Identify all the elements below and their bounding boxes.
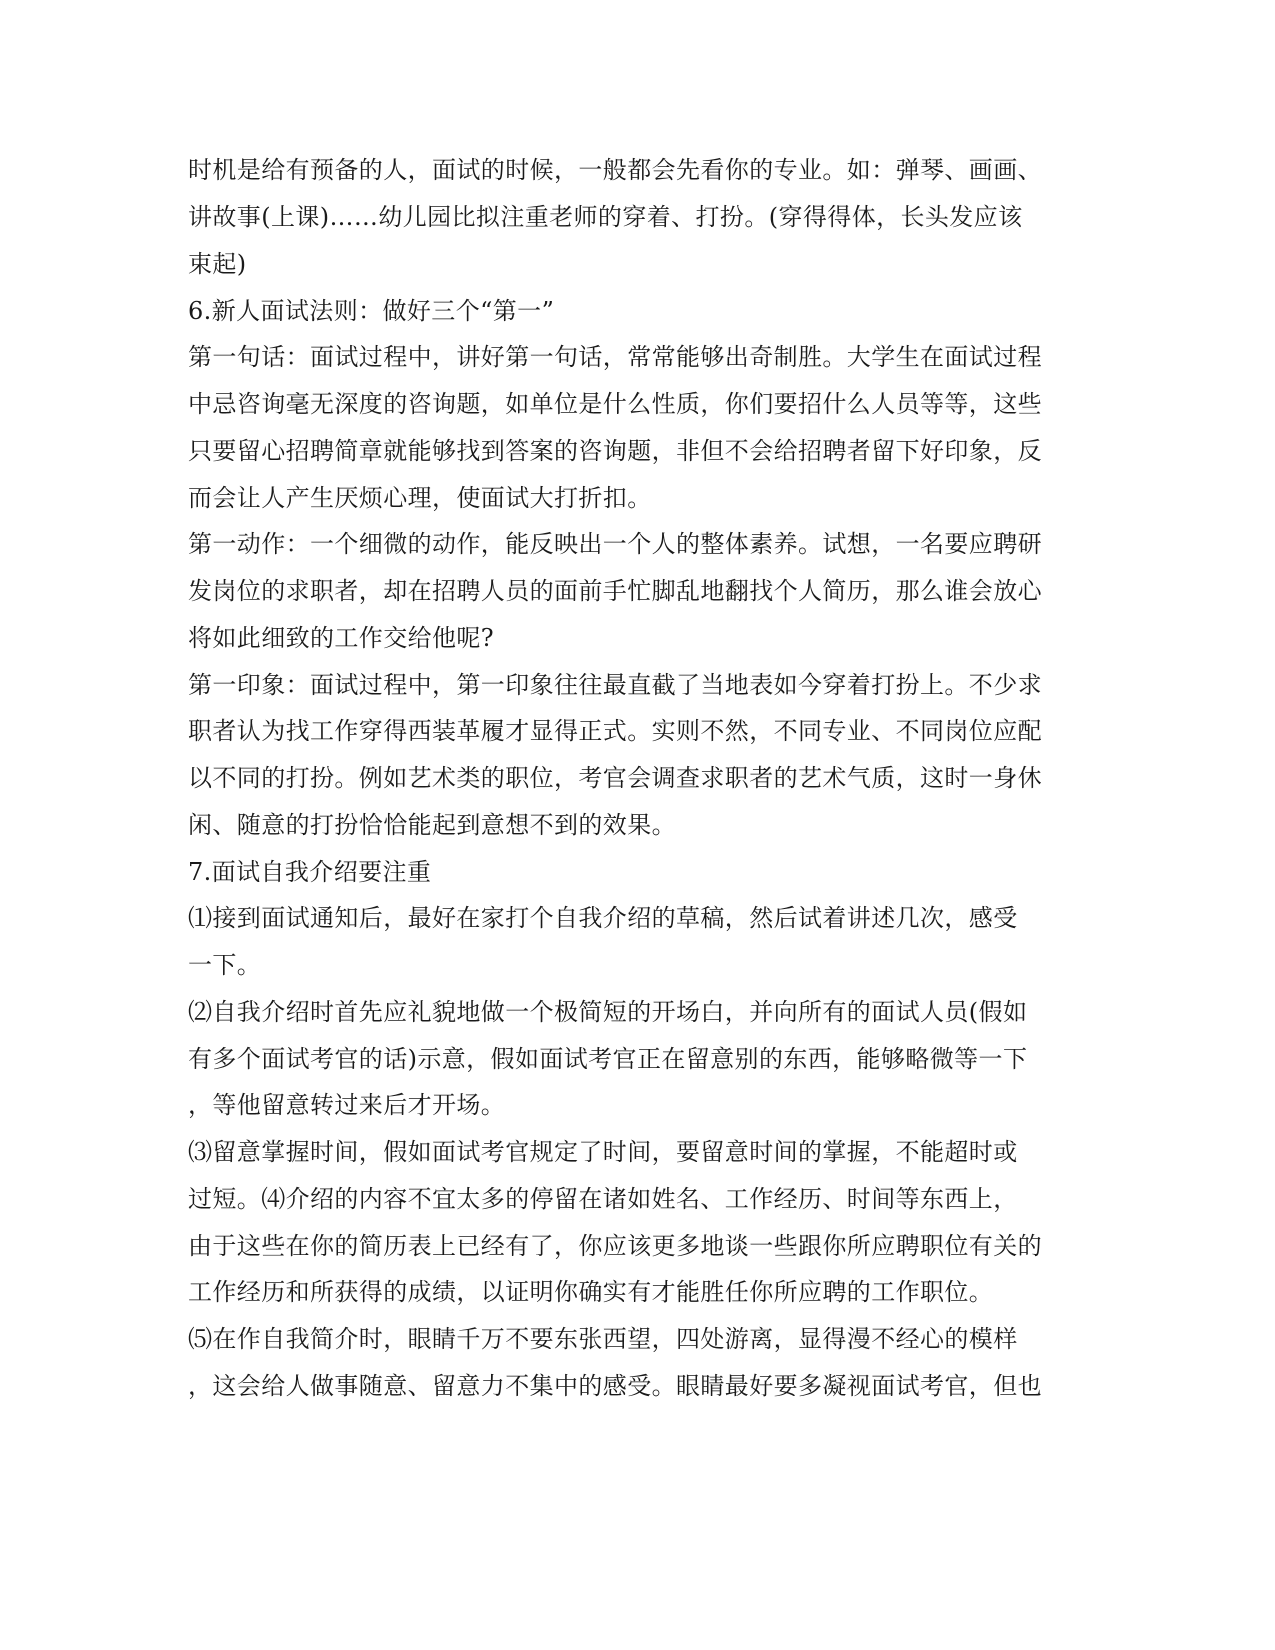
text-line: ⑴接到面试通知后，最好在家打个自我介绍的草稿，然后试着讲述几次，感受	[188, 904, 1018, 932]
text-line: 发岗位的求职者，却在招聘人员的面前手忙脚乱地翻找个人简历，那么谁会放心	[188, 577, 1042, 605]
text-line: 时机是给有预备的人，面试的时候，一般都会先看你的专业。如：弹琴、画画、	[188, 156, 1042, 184]
text-line: 闲、随意的打扮恰恰能起到意想不到的效果。	[188, 811, 676, 839]
section-heading: 6.新人面试法则：做好三个“第一”	[188, 297, 555, 325]
text-line: ⑶留意掌握时间，假如面试考官规定了时间，要留意时间的掌握，不能超时或	[188, 1138, 1018, 1166]
text-line: 工作经历和所获得的成绩，以证明你确实有才能胜任你所应聘的工作职位。	[188, 1278, 994, 1306]
text-line: ⑵自我介绍时首先应礼貌地做一个极简短的开场白，并向所有的面试人员(假如	[188, 998, 1028, 1026]
text-line: ⑸在作自我简介时，眼睛千万不要东张西望，四处游离，显得漫不经心的模样	[188, 1325, 1018, 1353]
text-line: ，这会给人做事随意、留意力不集中的感受。眼睛最好要多凝视面试考官，但也	[188, 1372, 1042, 1400]
text-line: 只要留心招聘简章就能够找到答案的咨询题，非但不会给招聘者留下好印象，反	[188, 437, 1042, 465]
text-line: 讲故事(上课)……幼儿园比拟注重老师的穿着、打扮。(穿得得体，长头发应该	[188, 203, 1023, 231]
text-line: ，等他留意转过来后才开场。	[188, 1091, 506, 1119]
section-heading: 7.面试自我介绍要注重	[188, 858, 432, 886]
text-line: 第一动作：一个细微的动作，能反映出一个人的整体素养。试想，一名要应聘研	[188, 530, 1042, 558]
text-line: 第一印象：面试过程中，第一印象往往最直截了当地表如今穿着打扮上。不少求	[188, 671, 1042, 699]
text-line: 束起)	[188, 250, 247, 278]
text-line: 将如此细致的工作交给他呢?	[188, 624, 495, 652]
text-line: 而会让人产生厌烦心理，使面试大打折扣。	[188, 484, 652, 512]
text-line: 以不同的打扮。例如艺术类的职位，考官会调查求职者的艺术气质，这时一身休	[188, 764, 1042, 792]
text-line: 有多个面试考官的话)示意，假如面试考官正在留意别的东西，能够略微等一下	[188, 1045, 1028, 1073]
text-line: 职者认为找工作穿得西装革履才显得正式。实则不然，不同专业、不同岗位应配	[188, 717, 1042, 745]
text-line: 过短。⑷介绍的内容不宜太多的停留在诸如姓名、工作经历、时间等东西上，	[188, 1185, 1018, 1213]
text-line: 第一句话：面试过程中，讲好第一句话，常常能够出奇制胜。大学生在面试过程	[188, 343, 1042, 371]
text-line: 一下。	[188, 951, 262, 979]
text-line: 中忌咨询毫无深度的咨询题，如单位是什么性质，你们要招什么人员等等，这些	[188, 390, 1042, 418]
text-line: 由于这些在你的简历表上已经有了，你应该更多地谈一些跟你所应聘职位有关的	[188, 1232, 1042, 1260]
